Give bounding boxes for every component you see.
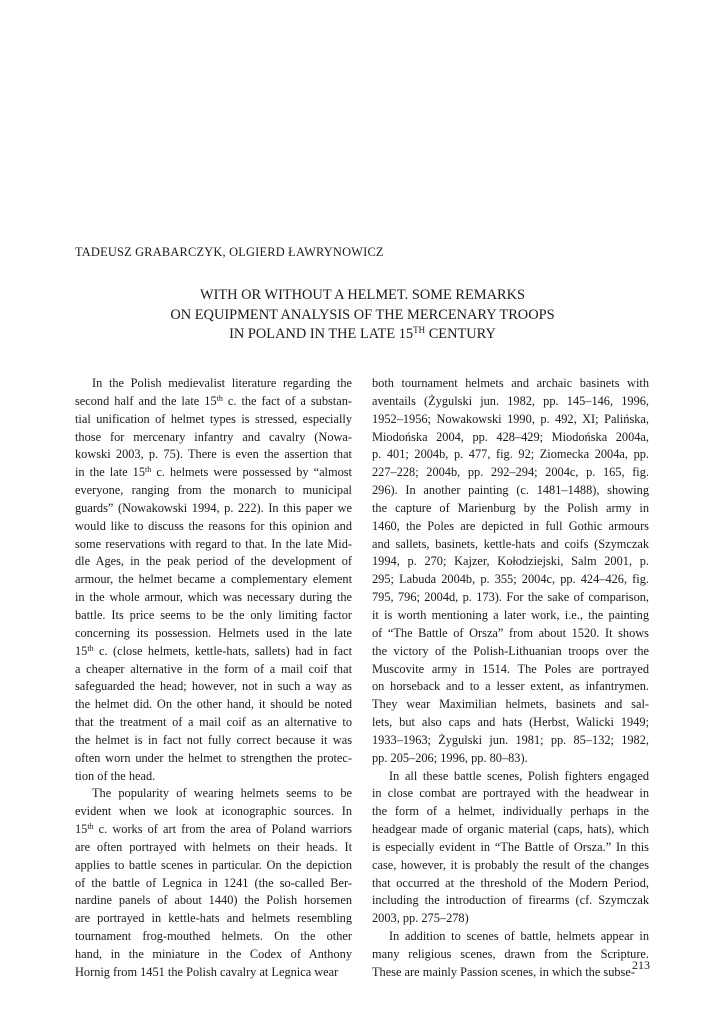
text-line: These are mainly Passion scenes, in which the subse- xyxy=(372,964,635,979)
text-line xyxy=(75,393,352,411)
text-line: headgear made of organic material (caps, hats), which xyxy=(372,822,649,837)
text-segment: tion of the head. xyxy=(75,768,156,783)
text-line xyxy=(75,411,352,429)
text-line xyxy=(75,892,352,910)
text-segment: The popularity of wearing helmets seems to be xyxy=(92,786,352,801)
text-line xyxy=(75,678,352,696)
text-segment: tournament frog-mouthed helmets. On the other xyxy=(75,929,352,944)
text-line: the form of a helmet, individually perhaps in the xyxy=(372,804,649,819)
text-line: in close combat are portrayed with the headwear in xyxy=(372,786,649,801)
text-line: many religious scenes, drawn from the Scripture. xyxy=(372,947,649,961)
text-segment: guards” (Nowakowski 1994, p. 222). In this paper we xyxy=(75,500,352,515)
text-segment: in the whole armour, which was necessary during the xyxy=(75,590,352,605)
text-segment: applies to battle scenes in particular. On the depiction xyxy=(75,857,352,872)
text-segment: some reservations with regard to that. In the late Mid- xyxy=(75,536,352,551)
text-line xyxy=(75,500,352,518)
text-line xyxy=(75,518,352,536)
text-line xyxy=(75,696,352,714)
text-line: 795, 796; 2004d, p. 173). For the sake of comparison, xyxy=(372,590,649,605)
superscript: th xyxy=(145,465,152,475)
text-segment: a cheaper alternative in the form of a mail coif that xyxy=(75,661,352,676)
text-line: the capture of Marienburg by the Polish army in xyxy=(372,500,649,515)
title-line-3-end: CENTURY xyxy=(425,326,496,342)
text-line: 296). In another painting (c. 1481–1488), showing xyxy=(372,483,649,498)
text-line: and sallets, basinets, kettle-hats and coifs (Szymczak xyxy=(372,536,649,551)
text-line: p. 401; 2004b, p. 477, fig. 92; Ziomecka 2004a, pp. xyxy=(372,447,649,462)
text-segment: evident when we look at iconographic sources. In xyxy=(75,804,352,819)
text-line xyxy=(75,625,352,643)
text-line: In all these battle scenes, Polish fighters engaged xyxy=(389,768,649,783)
text-line xyxy=(75,785,352,803)
text-line xyxy=(75,750,352,768)
text-segment: In the Polish medievalist literature regarding the xyxy=(92,376,352,390)
title-line-2: ON EQUIPMENT ANALYSIS OF THE MERCENARY TROOPS xyxy=(170,306,555,323)
text-line xyxy=(75,375,352,393)
text-line: pp. 205–206; 1996, pp. 80–83). xyxy=(372,750,528,765)
text-segment: 15 xyxy=(75,822,88,837)
text-line: of “The Battle of Orsza” from about 1520. It shows xyxy=(372,625,649,640)
text-line: is especially evident in “The Battle of Orsza.” In this xyxy=(372,839,649,854)
text-line: 1952–1956; Nowakowski 1990, p. 492, XI; Palińska, xyxy=(372,411,649,426)
superscript: th xyxy=(216,393,223,403)
text-segment: are often portrayed with helmets on their heads. It xyxy=(75,839,352,854)
text-line xyxy=(75,839,352,857)
text-line: on horseback and to a lesser extent, as infantrymen. xyxy=(372,679,649,694)
text-segment: dle Ages, in the peak period of the development of xyxy=(75,554,352,569)
text-segment: in the late 15 xyxy=(75,465,146,480)
text-line xyxy=(75,714,352,732)
right-text-column xyxy=(372,375,649,982)
text-segment: hand, in the miniature in the Codex of Anthony xyxy=(75,947,352,961)
text-line xyxy=(75,482,352,500)
text-line: 1994, p. 270; Kajzer, Kołodziejski, Salm 2001, p. xyxy=(372,554,649,569)
text-line: They wear Maximilian helmets, basinets and sal- xyxy=(372,697,649,712)
text-line: aventails (Żygulski jun. 1982, pp. 145–146, 1996, xyxy=(372,393,649,408)
text-line xyxy=(75,910,352,928)
text-line: In addition to scenes of battle, helmets appear in xyxy=(389,929,649,944)
text-segment: tial unification of helmet types is stressed, especially xyxy=(75,411,352,426)
text-segment: that the treatment of a mail coif as an alternative to xyxy=(75,715,352,730)
text-line xyxy=(75,607,352,625)
text-segment: nardine panels of about 1440) the Polish horsemen xyxy=(75,893,352,908)
text-line: the victory of the Polish-Lithuanian troops over the xyxy=(372,643,649,658)
text-line xyxy=(75,768,352,786)
text-segment: c. (close helmets, kettle-hats, sallets) had in fact xyxy=(93,643,352,658)
text-line: 1933–1963; Żygulski jun. 1981; pp. 85–132; 1982, xyxy=(372,732,649,747)
text-segment: of the battle of Legnica in 1241 (the so-called Ber- xyxy=(75,875,352,890)
text-segment: kowski 2003, p. 75). There is even the assertion that xyxy=(75,447,352,462)
text-line xyxy=(75,553,352,571)
left-text-column xyxy=(75,375,352,982)
text-line xyxy=(75,571,352,589)
superscript: th xyxy=(87,822,94,832)
text-line xyxy=(75,821,352,839)
text-line xyxy=(75,857,352,875)
author-names: TADEUSZ GRABARCZYK, OLGIERD ŁAWRYNOWICZ xyxy=(75,245,384,259)
text-line xyxy=(75,536,352,554)
page-number: 213 xyxy=(632,958,650,972)
text-line: including the introduction of firearms (cf. Szymczak xyxy=(372,893,649,908)
text-segment: would like to discuss the reasons for this opinion and xyxy=(75,518,352,533)
text-line: lets, but also caps and hats (Herbst, Walicki 1949; xyxy=(372,715,649,730)
text-line: 295; Labuda 2004b, p. 355; 2004c, pp. 424–426, fig. xyxy=(372,572,649,587)
text-line: that occurred at the threshold of the Modern Period, xyxy=(372,875,649,890)
text-segment: concerning its possession. Helmets used in the late xyxy=(75,625,352,640)
text-segment: armour, the helmet became a complementary element xyxy=(75,572,352,587)
text-segment: safeguarded the head; however, not in such a way as xyxy=(75,679,352,694)
text-segment: second half and the late 15 xyxy=(75,393,217,408)
text-segment: c. the fact of a substan- xyxy=(222,393,353,408)
text-line xyxy=(75,928,352,946)
text-line: case, however, it is probably the result of the changes xyxy=(372,857,649,872)
text-line xyxy=(75,464,352,482)
text-line: 1460, the Poles are depicted in full Gothic armours xyxy=(372,518,649,533)
text-segment: c. helmets were possessed by “almost xyxy=(151,465,352,480)
text-segment: everyone, ranging from the monarch to municipal xyxy=(75,483,352,498)
title-superscript: TH xyxy=(413,325,426,335)
text-line xyxy=(75,946,352,964)
superscript: th xyxy=(87,643,94,653)
text-line: Miodońska 2004, pp. 428–429; Miodońska 2004a, xyxy=(372,429,649,444)
text-line xyxy=(75,732,352,750)
text-segment: the helmet did. On the other hand, it should be noted xyxy=(75,697,352,712)
title-line-1: WITH OR WITHOUT A HELMET. SOME REMARKS xyxy=(200,287,525,303)
text-line: Muscovite army in 1514. The Poles are portrayed xyxy=(372,661,649,676)
text-line: 2003, pp. 275–278) xyxy=(372,911,469,926)
text-line xyxy=(75,661,352,679)
text-line: 227–228; 2004b, pp. 292–294; 2004c, p. 165, fig. xyxy=(372,465,649,480)
text-line xyxy=(75,589,352,607)
article-title xyxy=(75,286,650,345)
text-segment: Hornig from 1451 the Polish cavalry at Legnica wear xyxy=(75,964,339,979)
text-line xyxy=(75,429,352,447)
text-line xyxy=(75,875,352,893)
text-segment: those for mercenary infantry and cavalry (Nowa- xyxy=(75,429,352,444)
text-segment: c. works of art from the area of Poland warriors xyxy=(93,822,352,837)
title-line-3 xyxy=(75,325,650,345)
text-line xyxy=(75,964,352,982)
text-line: it is worth mentioning a later work, i.e., the painting xyxy=(372,607,649,622)
text-segment: often worn under the helmet to strengthen the protec- xyxy=(75,750,352,765)
text-line xyxy=(75,643,352,661)
text-line xyxy=(75,446,352,464)
text-segment: are portrayed in kettle-hats and helmets resembling xyxy=(75,911,352,926)
text-line xyxy=(75,803,352,821)
text-segment: 15 xyxy=(75,643,88,658)
text-segment: battle. Its price seems to be the only limiting factor xyxy=(75,607,352,622)
text-segment: the helmet is in fact not fully correct because it was xyxy=(75,732,352,747)
title-line-3-text: IN POLAND IN THE LATE 15 xyxy=(229,326,414,342)
text-line: both tournament helmets and archaic basinets with xyxy=(372,376,649,390)
